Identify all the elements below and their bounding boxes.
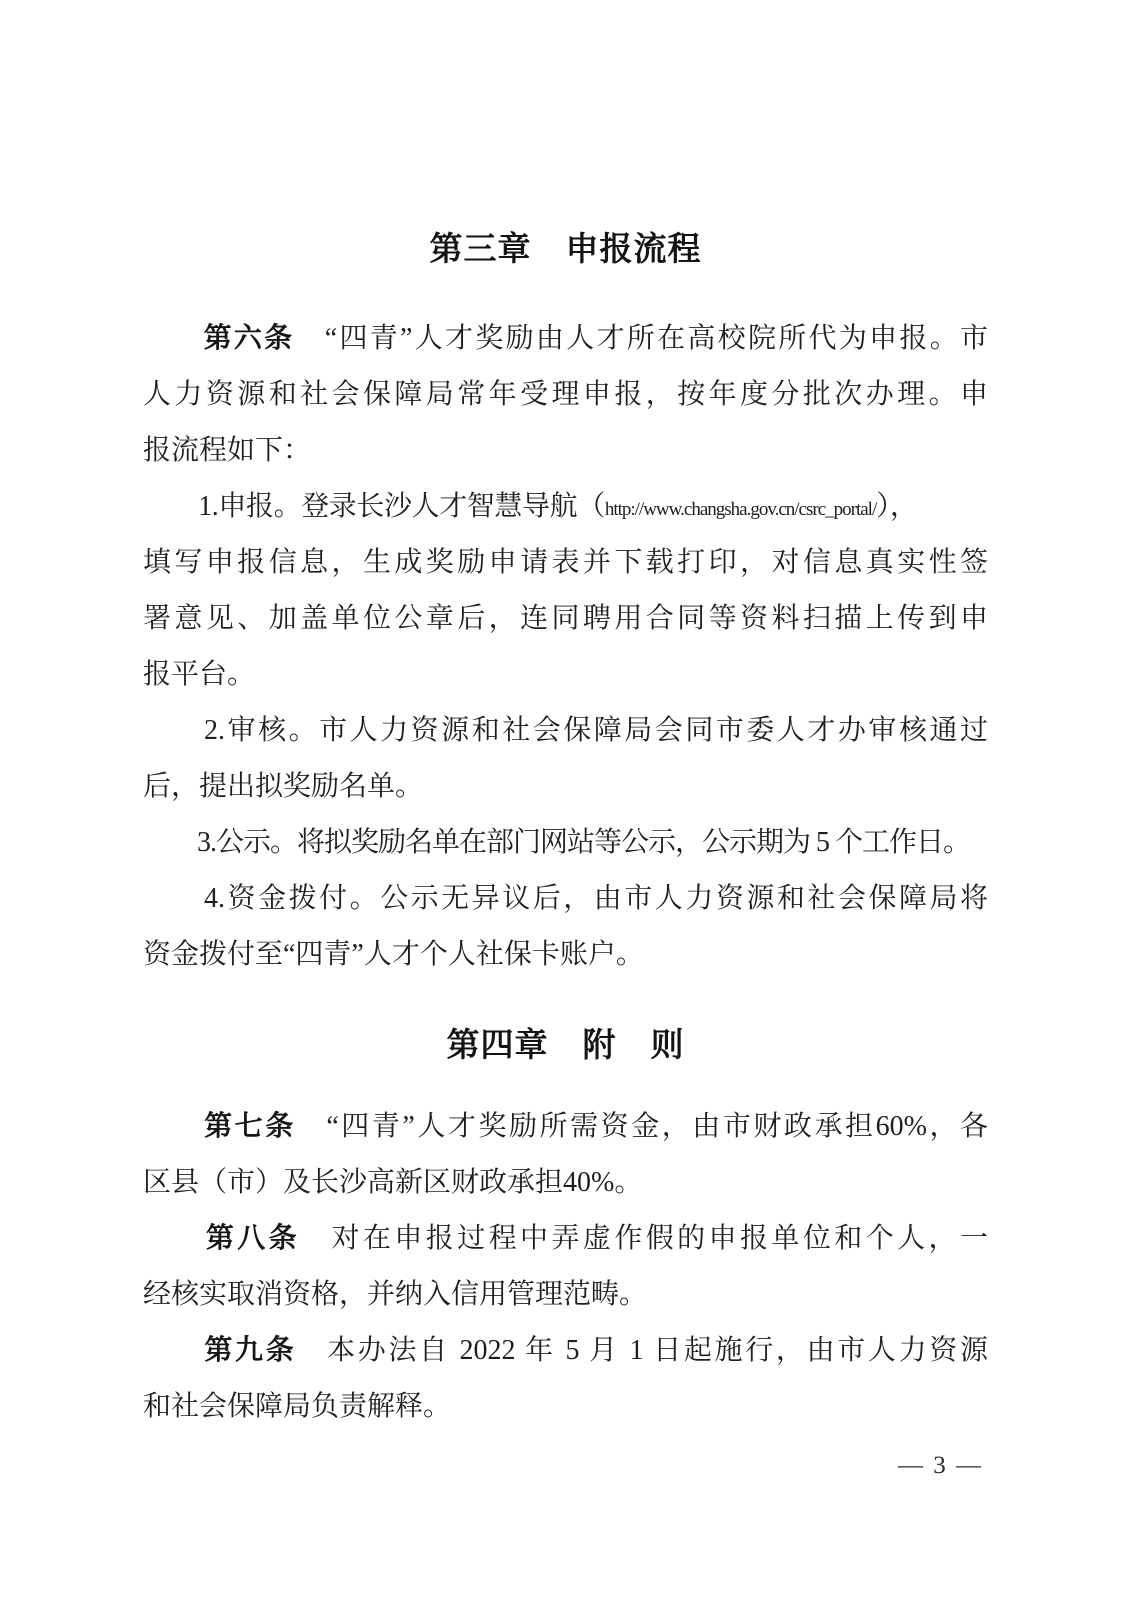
text-line: 填写申报信息，生成奖励申请表并下载打印，对信息真实性签 (143, 547, 988, 578)
article-6-paragraph (143, 311, 988, 479)
text-line (143, 1099, 988, 1155)
text-line: 报流程如下： (143, 435, 312, 466)
text-line: 人力资源和社会保障局常年受理申报，按年度分批次办理。申 (143, 379, 988, 410)
step-3-paragraph (143, 815, 988, 871)
paragraph-indent (143, 1335, 204, 1366)
text-line (143, 1323, 988, 1379)
text-line (143, 311, 988, 367)
article-8-number: 第八条 (205, 1223, 301, 1254)
text-segment: 本办法自 2022 年 5 月 1 日起施行，由市人力资源 (296, 1335, 988, 1366)
paragraph-indent (143, 1111, 204, 1142)
article-7-paragraph (143, 1099, 988, 1211)
article-8-paragraph (143, 1211, 988, 1323)
article-6-number: 第六条 (203, 323, 295, 354)
article-9-paragraph (143, 1323, 988, 1435)
text-line: 资金拨付至“四青”人才个人社保卡账户。 (143, 939, 644, 970)
text-segment: “四青”人才奖励由人才所在高校院所代为申报。市 (294, 323, 988, 354)
step-2-paragraph (143, 703, 988, 815)
chapter-4-heading: 第四章 附 则 (446, 1026, 685, 1063)
step-4-paragraph (143, 871, 988, 983)
text-line (143, 479, 988, 535)
page-number: — 3 — (898, 1452, 983, 1479)
text-line (143, 1211, 988, 1267)
text-line: 报平台。 (143, 659, 256, 690)
text-line: 4.资金拨付。公示无异议后，由市人力资源和社会保障局将 (143, 883, 988, 914)
chapter-3-heading: 第三章 申报流程 (429, 230, 702, 267)
text-line: 和社会保障局负责解释。 (143, 1391, 452, 1422)
paragraph-indent (143, 1223, 206, 1254)
text-segment: ）， (876, 491, 918, 522)
text-line: 署意见、加盖单位公章后，连同聘用合同等资料扫描上传到申 (143, 603, 988, 634)
portal-url-text: http://www.changsha.gov.cn/csrc_portal/ (604, 499, 877, 520)
text-line: 经核实取消资格，并纳入信用管理范畴。 (143, 1279, 648, 1310)
text-line: 区县（市）及长沙高新区财政承担40%。 (143, 1167, 643, 1198)
text-line: 3.公示。将拟奖励名单在部门网站等公示，公示期为 5 个工作日。 (143, 827, 971, 858)
article-7-number: 第七条 (204, 1111, 296, 1142)
text-line: 2.审核。市人力资源和社会保障局会同市委人才办审核通过 (143, 715, 988, 746)
text-segment: “四青”人才奖励所需资金，由市财政承担60%，各 (295, 1111, 988, 1142)
step-1-paragraph (143, 479, 988, 703)
paragraph-indent (143, 323, 204, 354)
text-segment: 1.申报。登录长沙人才智慧导航（ (143, 491, 605, 522)
document-text-block (143, 0, 988, 1600)
article-9-number: 第九条 (204, 1335, 297, 1366)
text-line: 后，提出拟奖励名单。 (143, 771, 424, 802)
text-segment: 对在申报过程中弄虚作假的申报单位和个人，一 (300, 1223, 988, 1254)
